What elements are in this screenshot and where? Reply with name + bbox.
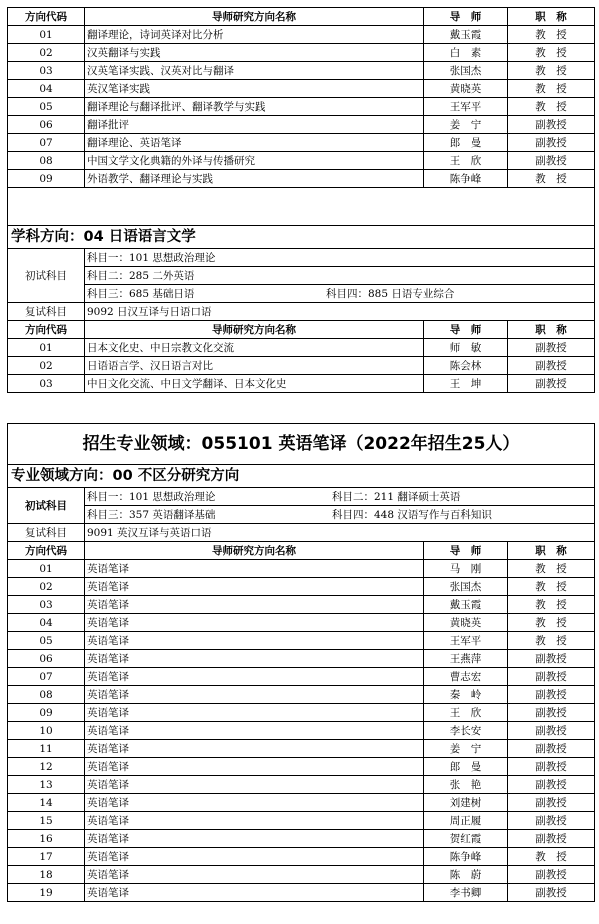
retest-row: [8, 303, 595, 321]
row-code: 03: [8, 375, 85, 393]
row-advisor: 王军平: [424, 98, 508, 116]
row-advisor: 师 敏: [424, 339, 508, 357]
row-title: 教 授: [508, 98, 595, 116]
exam-row: [8, 267, 595, 285]
row-title: 教 授: [508, 614, 595, 632]
exam-subject-1: 科目一：101 思想政治理论: [85, 249, 595, 267]
row-code: 16: [8, 830, 85, 848]
row-research-direction: 英语笔译: [85, 632, 424, 650]
row-title: 副教授: [508, 650, 595, 668]
row-code: 01: [8, 26, 85, 44]
row-code: 05: [8, 98, 85, 116]
header-advisor: 导 师: [424, 8, 508, 26]
exam-row: [8, 488, 595, 506]
row-code: 03: [8, 596, 85, 614]
row-code: 19: [8, 884, 85, 902]
major-title: 招生专业领域：055101 英语笔译（2022年招生25人）: [8, 424, 595, 465]
table-row: [8, 686, 595, 704]
row-research-direction: 英语笔译: [85, 560, 424, 578]
table-row: [8, 632, 595, 650]
row-advisor: 张国杰: [424, 578, 508, 596]
row-research-direction: 英语笔译: [85, 758, 424, 776]
table-row: [8, 80, 595, 98]
row-code: 09: [8, 704, 85, 722]
row-research-direction: 英语笔译: [85, 848, 424, 866]
row-title: 教 授: [508, 170, 595, 188]
row-code: 01: [8, 560, 85, 578]
table-lower: [7, 423, 595, 902]
exam-subject-3: 科目三：357 英语翻译基础: [87, 508, 216, 521]
table-row: [8, 62, 595, 80]
row-code: 13: [8, 776, 85, 794]
row-advisor: 姜 宁: [424, 740, 508, 758]
row-research-direction: 翻译理论与翻译批评、翻译教学与实践: [85, 98, 424, 116]
row-advisor: 曹志宏: [424, 668, 508, 686]
row-title: 教 授: [508, 560, 595, 578]
row-title: 副教授: [508, 116, 595, 134]
row-title: 教 授: [508, 62, 595, 80]
row-title: 副教授: [508, 357, 595, 375]
table-row: [8, 578, 595, 596]
row-title: 教 授: [508, 578, 595, 596]
header-name: 导师研究方向名称: [85, 542, 424, 560]
exam-subject-4: 科目四：448 汉语写作与百科知识: [332, 508, 492, 521]
exam-row: [8, 249, 595, 267]
row-advisor: 白 素: [424, 44, 508, 62]
row-advisor: 张国杰: [424, 62, 508, 80]
blank-row: [8, 188, 595, 226]
header-code: 方向代码: [8, 8, 85, 26]
row-advisor: 黄晓英: [424, 80, 508, 98]
row-code: 01: [8, 339, 85, 357]
row-code: 10: [8, 722, 85, 740]
row-code: 08: [8, 686, 85, 704]
exam-subject-2: 科目二：285 二外英语: [85, 267, 595, 285]
row-advisor: 郎 曼: [424, 758, 508, 776]
row-advisor: 姜 宁: [424, 116, 508, 134]
table-row: [8, 44, 595, 62]
row-advisor: 李书卿: [424, 884, 508, 902]
row-code: 02: [8, 44, 85, 62]
exam-subject-1: 科目一：101 思想政治理论: [87, 490, 216, 503]
section-heading-row: [8, 226, 595, 249]
row-advisor: 王 欣: [424, 704, 508, 722]
table-row: [8, 722, 595, 740]
section-heading: 专业领域方向：00 不区分研究方向: [8, 465, 595, 488]
section-heading-row: [8, 465, 595, 488]
table-row: [8, 794, 595, 812]
row-code: 03: [8, 62, 85, 80]
row-title: 副教授: [508, 758, 595, 776]
table-row: [8, 116, 595, 134]
table-row: [8, 668, 595, 686]
retest-subject: 9091 英汉互译与英语口语: [85, 524, 595, 542]
table-upper: [7, 7, 595, 393]
table-row: [8, 357, 595, 375]
row-advisor: 王军平: [424, 632, 508, 650]
exam-subject-2: 科目二：211 翻译硕士英语: [332, 490, 461, 503]
header-title: 职 称: [508, 542, 595, 560]
row-research-direction: 汉英翻译与实践: [85, 44, 424, 62]
row-title: 副教授: [508, 152, 595, 170]
table-row: [8, 650, 595, 668]
row-title: 副教授: [508, 668, 595, 686]
table-row: [8, 134, 595, 152]
retest-row: [8, 524, 595, 542]
table-row: [8, 375, 595, 393]
row-research-direction: 翻译理论、英语笔译: [85, 134, 424, 152]
table-row: [8, 866, 595, 884]
row-research-direction: 英语笔译: [85, 614, 424, 632]
row-title: 教 授: [508, 596, 595, 614]
retest-label: 复试科目: [8, 524, 85, 542]
section-heading: 学科方向：04 日语语言文学: [8, 226, 595, 249]
exam-subject-4: 科目四：885 日语专业综合: [326, 287, 455, 300]
table-header-row: [8, 321, 595, 339]
table-row: [8, 884, 595, 902]
row-research-direction: 中日文化交流、中日文学翻译、日本文化史: [85, 375, 424, 393]
exam-subject-3: 科目三：685 基础日语: [87, 287, 195, 300]
row-research-direction: 英语笔译: [85, 596, 424, 614]
row-advisor: 郎 曼: [424, 134, 508, 152]
row-code: 04: [8, 80, 85, 98]
row-title: 教 授: [508, 80, 595, 98]
major-title-row: [8, 424, 595, 465]
table-row: [8, 848, 595, 866]
row-title: 副教授: [508, 375, 595, 393]
header-title: 职 称: [508, 8, 595, 26]
row-advisor: 王 坤: [424, 375, 508, 393]
row-title: 副教授: [508, 794, 595, 812]
row-advisor: 李长安: [424, 722, 508, 740]
row-title: 教 授: [508, 26, 595, 44]
row-advisor: 周正履: [424, 812, 508, 830]
header-title: 职 称: [508, 321, 595, 339]
row-research-direction: 英语笔译: [85, 830, 424, 848]
row-code: 04: [8, 614, 85, 632]
row-title: 副教授: [508, 866, 595, 884]
table-row: [8, 704, 595, 722]
header-code: 方向代码: [8, 542, 85, 560]
row-code: 17: [8, 848, 85, 866]
row-advisor: 陈 蔚: [424, 866, 508, 884]
table-row: [8, 812, 595, 830]
row-research-direction: 日本文化史、中日宗教文化交流: [85, 339, 424, 357]
retest-label: 复试科目: [8, 303, 85, 321]
row-advisor: 马 刚: [424, 560, 508, 578]
table-row: [8, 26, 595, 44]
row-research-direction: 英语笔译: [85, 578, 424, 596]
initial-exam-label: 初试科目: [8, 488, 85, 524]
row-research-direction: 外语教学、翻译理论与实践: [85, 170, 424, 188]
row-advisor: 王 欣: [424, 152, 508, 170]
row-title: 副教授: [508, 134, 595, 152]
row-research-direction: 英语笔译: [85, 776, 424, 794]
table-header-row: [8, 8, 595, 26]
row-advisor: 陈会林: [424, 357, 508, 375]
row-code: 02: [8, 357, 85, 375]
row-advisor: 贺红霞: [424, 830, 508, 848]
row-research-direction: 翻译理论，诗词英译对比分析: [85, 26, 424, 44]
row-advisor: 戴玉霞: [424, 26, 508, 44]
header-name: 导师研究方向名称: [85, 8, 424, 26]
table-row: [8, 152, 595, 170]
row-advisor: 刘建树: [424, 794, 508, 812]
retest-subject: 9092 日汉互译与日语口语: [85, 303, 595, 321]
row-title: 教 授: [508, 848, 595, 866]
row-code: 14: [8, 794, 85, 812]
header-code: 方向代码: [8, 321, 85, 339]
table-row: [8, 339, 595, 357]
table-row: [8, 614, 595, 632]
row-title: 副教授: [508, 740, 595, 758]
row-research-direction: 英语笔译: [85, 686, 424, 704]
header-advisor: 导 师: [424, 542, 508, 560]
row-code: 02: [8, 578, 85, 596]
row-advisor: 张 艳: [424, 776, 508, 794]
row-research-direction: 中国文学文化典籍的外译与传播研究: [85, 152, 424, 170]
row-code: 07: [8, 134, 85, 152]
row-research-direction: 英语笔译: [85, 740, 424, 758]
exam-row: [8, 506, 595, 524]
row-research-direction: 英语笔译: [85, 650, 424, 668]
row-advisor: 陈争峰: [424, 170, 508, 188]
row-code: 15: [8, 812, 85, 830]
table-row: [8, 560, 595, 578]
row-research-direction: 英语笔译: [85, 884, 424, 902]
row-code: 07: [8, 668, 85, 686]
row-research-direction: 英汉笔译实践: [85, 80, 424, 98]
row-title: 副教授: [508, 776, 595, 794]
row-code: 05: [8, 632, 85, 650]
row-research-direction: 翻译批评: [85, 116, 424, 134]
row-research-direction: 英语笔译: [85, 812, 424, 830]
row-advisor: 陈争峰: [424, 848, 508, 866]
exam-row: [8, 285, 595, 303]
row-research-direction: 日语语言学、汉日语言对比: [85, 357, 424, 375]
row-advisor: 戴玉霞: [424, 596, 508, 614]
row-research-direction: 英语笔译: [85, 668, 424, 686]
row-code: 12: [8, 758, 85, 776]
row-research-direction: 英语笔译: [85, 722, 424, 740]
row-title: 教 授: [508, 44, 595, 62]
row-code: 08: [8, 152, 85, 170]
row-advisor: 王燕萍: [424, 650, 508, 668]
row-code: 06: [8, 116, 85, 134]
row-research-direction: 英语笔译: [85, 704, 424, 722]
header-name: 导师研究方向名称: [85, 321, 424, 339]
header-advisor: 导 师: [424, 321, 508, 339]
row-title: 副教授: [508, 704, 595, 722]
table-row: [8, 596, 595, 614]
row-code: 11: [8, 740, 85, 758]
row-title: 教 授: [508, 632, 595, 650]
row-research-direction: 英语笔译: [85, 794, 424, 812]
row-advisor: 黄晓英: [424, 614, 508, 632]
row-title: 副教授: [508, 884, 595, 902]
row-title: 副教授: [508, 686, 595, 704]
table-row: [8, 776, 595, 794]
row-advisor: 秦 岭: [424, 686, 508, 704]
table-row: [8, 98, 595, 116]
row-code: 18: [8, 866, 85, 884]
row-research-direction: 英语笔译: [85, 866, 424, 884]
row-title: 副教授: [508, 812, 595, 830]
row-title: 副教授: [508, 830, 595, 848]
table-row: [8, 758, 595, 776]
row-code: 09: [8, 170, 85, 188]
table-header-row: [8, 542, 595, 560]
row-title: 副教授: [508, 339, 595, 357]
table-row: [8, 740, 595, 758]
row-code: 06: [8, 650, 85, 668]
table-row: [8, 170, 595, 188]
row-research-direction: 汉英笔译实践、汉英对比与翻译: [85, 62, 424, 80]
initial-exam-label: 初试科目: [8, 249, 85, 303]
row-title: 副教授: [508, 722, 595, 740]
table-row: [8, 830, 595, 848]
